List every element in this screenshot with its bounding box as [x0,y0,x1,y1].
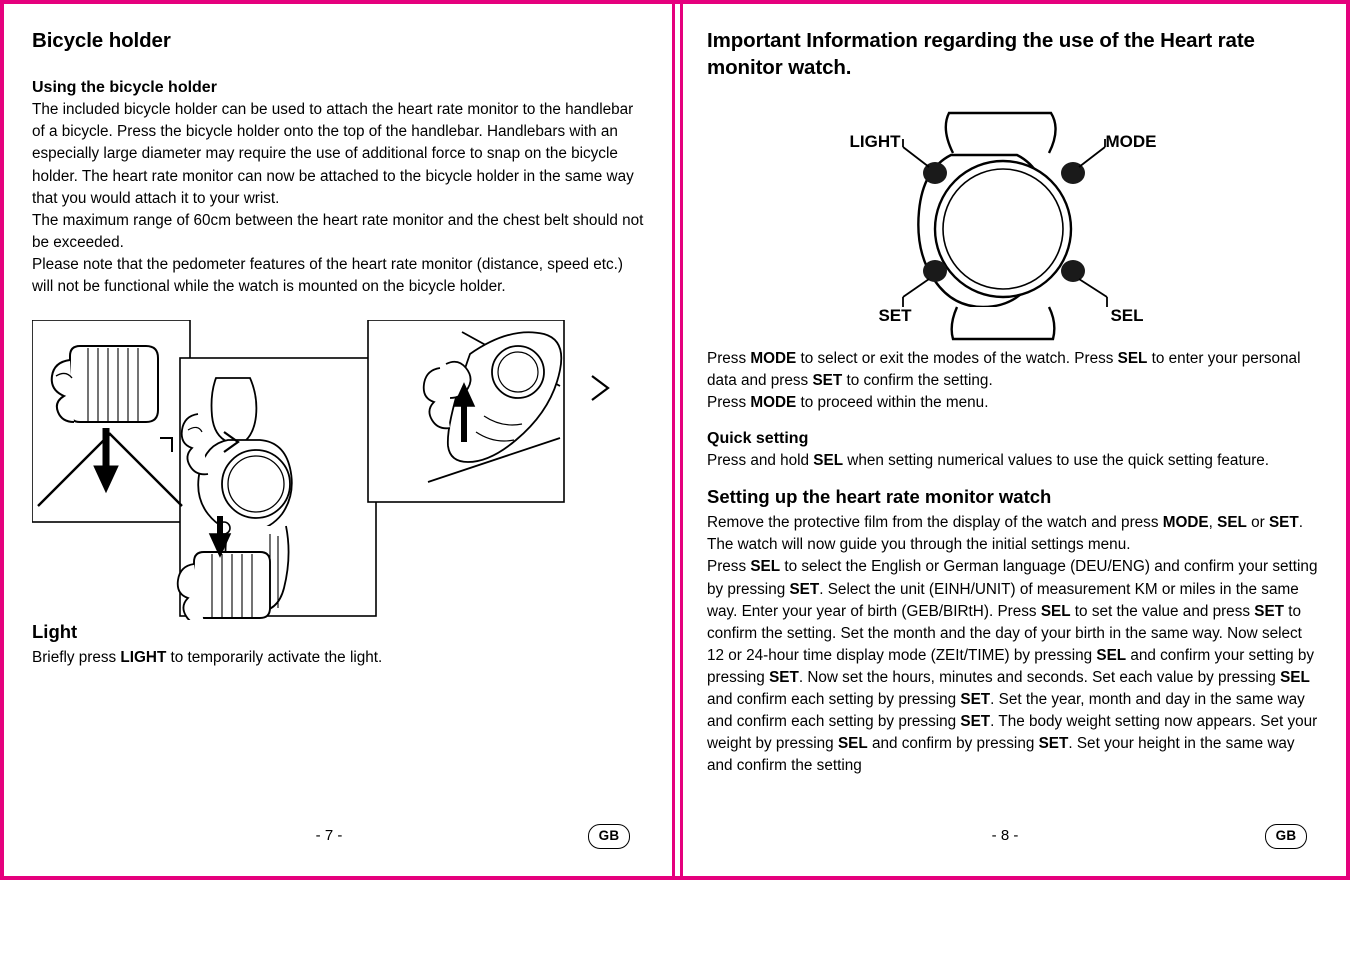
page-title-bicycle-holder: Bicycle holder [32,29,171,52]
label-mode: MODE [1105,132,1157,152]
bold-set-1: SET [812,372,843,390]
bold-set-3: SET [789,580,820,598]
paragraph-setup-1: Remove the protective film from the display of the watch and press MODE, SEL or SET. The watch will now guide you through the initial settings menu. [707,514,1303,554]
paragraph-bicycle-holder-usage: The included bicycle holder can be used to attach the heart rate monitor to the handlebar of a bicycle. Press the bicycle holder onto the top of the handlebar. Handlebars with an especially large diameter may require the use of additional force to snap on the bicycle holder. The heart rate monitor can now be attached to the bicycle holder in the same way that you would attach it to your wrist. [32,101,634,207]
label-sel: SEL [1110,306,1144,326]
bold-set-2: SET [1268,514,1299,532]
bold-set-5: SET [769,668,799,686]
bold-sel-8: SEL [837,735,868,753]
light-text-part2: to temporarily activate the light. [166,649,383,667]
page-number-left: - 7 - [315,827,343,844]
paragraph-intro-proceed: Press MODE to proceed within the menu. [707,394,989,412]
page-left-content [32,28,644,669]
paragraph-quick-setting: Press and hold SEL when setting numerical values to use the quick setting feature. [707,452,1270,470]
bicycle-holder-mounting-diagram [32,320,644,620]
page-right [683,0,1346,880]
bold-sel-1: SEL [1117,350,1148,368]
bold-sel-3: SEL [1217,514,1247,532]
bold-sel-2: SEL [813,452,844,470]
language-badge-left: GB [588,824,630,849]
page-right-content [707,28,1321,777]
bold-sel-4: SEL [750,558,781,576]
language-badge-right: GB [1265,824,1307,849]
bold-mode-2: MODE [750,394,797,412]
watch-buttons-diagram [707,103,1321,348]
paragraph-light [32,647,644,669]
paragraph-intro-mode-sel-set: Press MODE to select or exit the modes of the watch. Press SEL to enter your personal data and press SET to confirm the setting. [707,350,1301,390]
heading-light: Light [32,621,78,643]
page-left-footer [32,824,644,850]
bold-set-8: SET [1038,735,1069,753]
heading-using-the-bicycle-holder: Using the bicycle holder [32,78,217,96]
bold-mode-1: MODE [750,350,797,368]
light-button-name: LIGHT [120,649,167,667]
bold-set-4: SET [1254,602,1284,620]
bold-sel-5: SEL [1040,602,1071,620]
bold-mode-3: MODE [1162,514,1209,532]
paragraph-setup-2: Press SEL to select the English or German language (DEU/ENG) and confirm your setting by pressing SET. Select the unit (EINH/UNIT) of measurement KM or miles in the same way. Enter your year of birth (GEB/BIRtH). Press SEL to set the value and press SET to confirm the setting. Set the month and the day of your birth in the same way. Now select 12 or 24-hour time display mode (ZEIt/TIME) by pressing SEL and confirm your setting by pressing SET. Now set the hours, minutes and seconds. Set each value by pressing SEL and confirm each setting by pressing SET. Set the year, month and day in the same way and confirm each setting by pressing SET. The body weight setting now appears. Set your weight by pressing SEL and confirm by pressing SET. Set your height in the same way and confirm the setting [707,558,1318,775]
page-right-footer [707,824,1321,850]
trim-edge-center-left [672,0,675,880]
page-left [4,0,672,880]
heading-setting-up-watch: Setting up the heart rate monitor watch [707,486,1052,508]
page-number-right: - 8 - [991,827,1019,844]
paragraph-maximum-range: The maximum range of 60cm between the heart rate monitor and the chest belt should not be exceeded. [32,211,644,251]
trim-edge-right [1346,0,1350,880]
heading-quick-setting: Quick setting [707,429,809,447]
bold-set-7: SET [960,713,991,731]
paragraph-pedometer-note: Please note that the pedometer features of the heart rate monitor (distance, speed etc.) will not be functional while the watch is mounted on the bicycle holder. [32,255,623,295]
page-title-important-information: Important Information regarding the use of the Heart rate monitor watch. [707,29,1255,79]
bold-sel-6: SEL [1096,646,1127,664]
bold-sel-7: SEL [1280,668,1310,686]
bold-set-6: SET [960,690,991,708]
label-light: LIGHT [849,132,901,152]
label-set: SET [878,306,912,326]
light-text-part1: Briefly press [32,649,121,667]
